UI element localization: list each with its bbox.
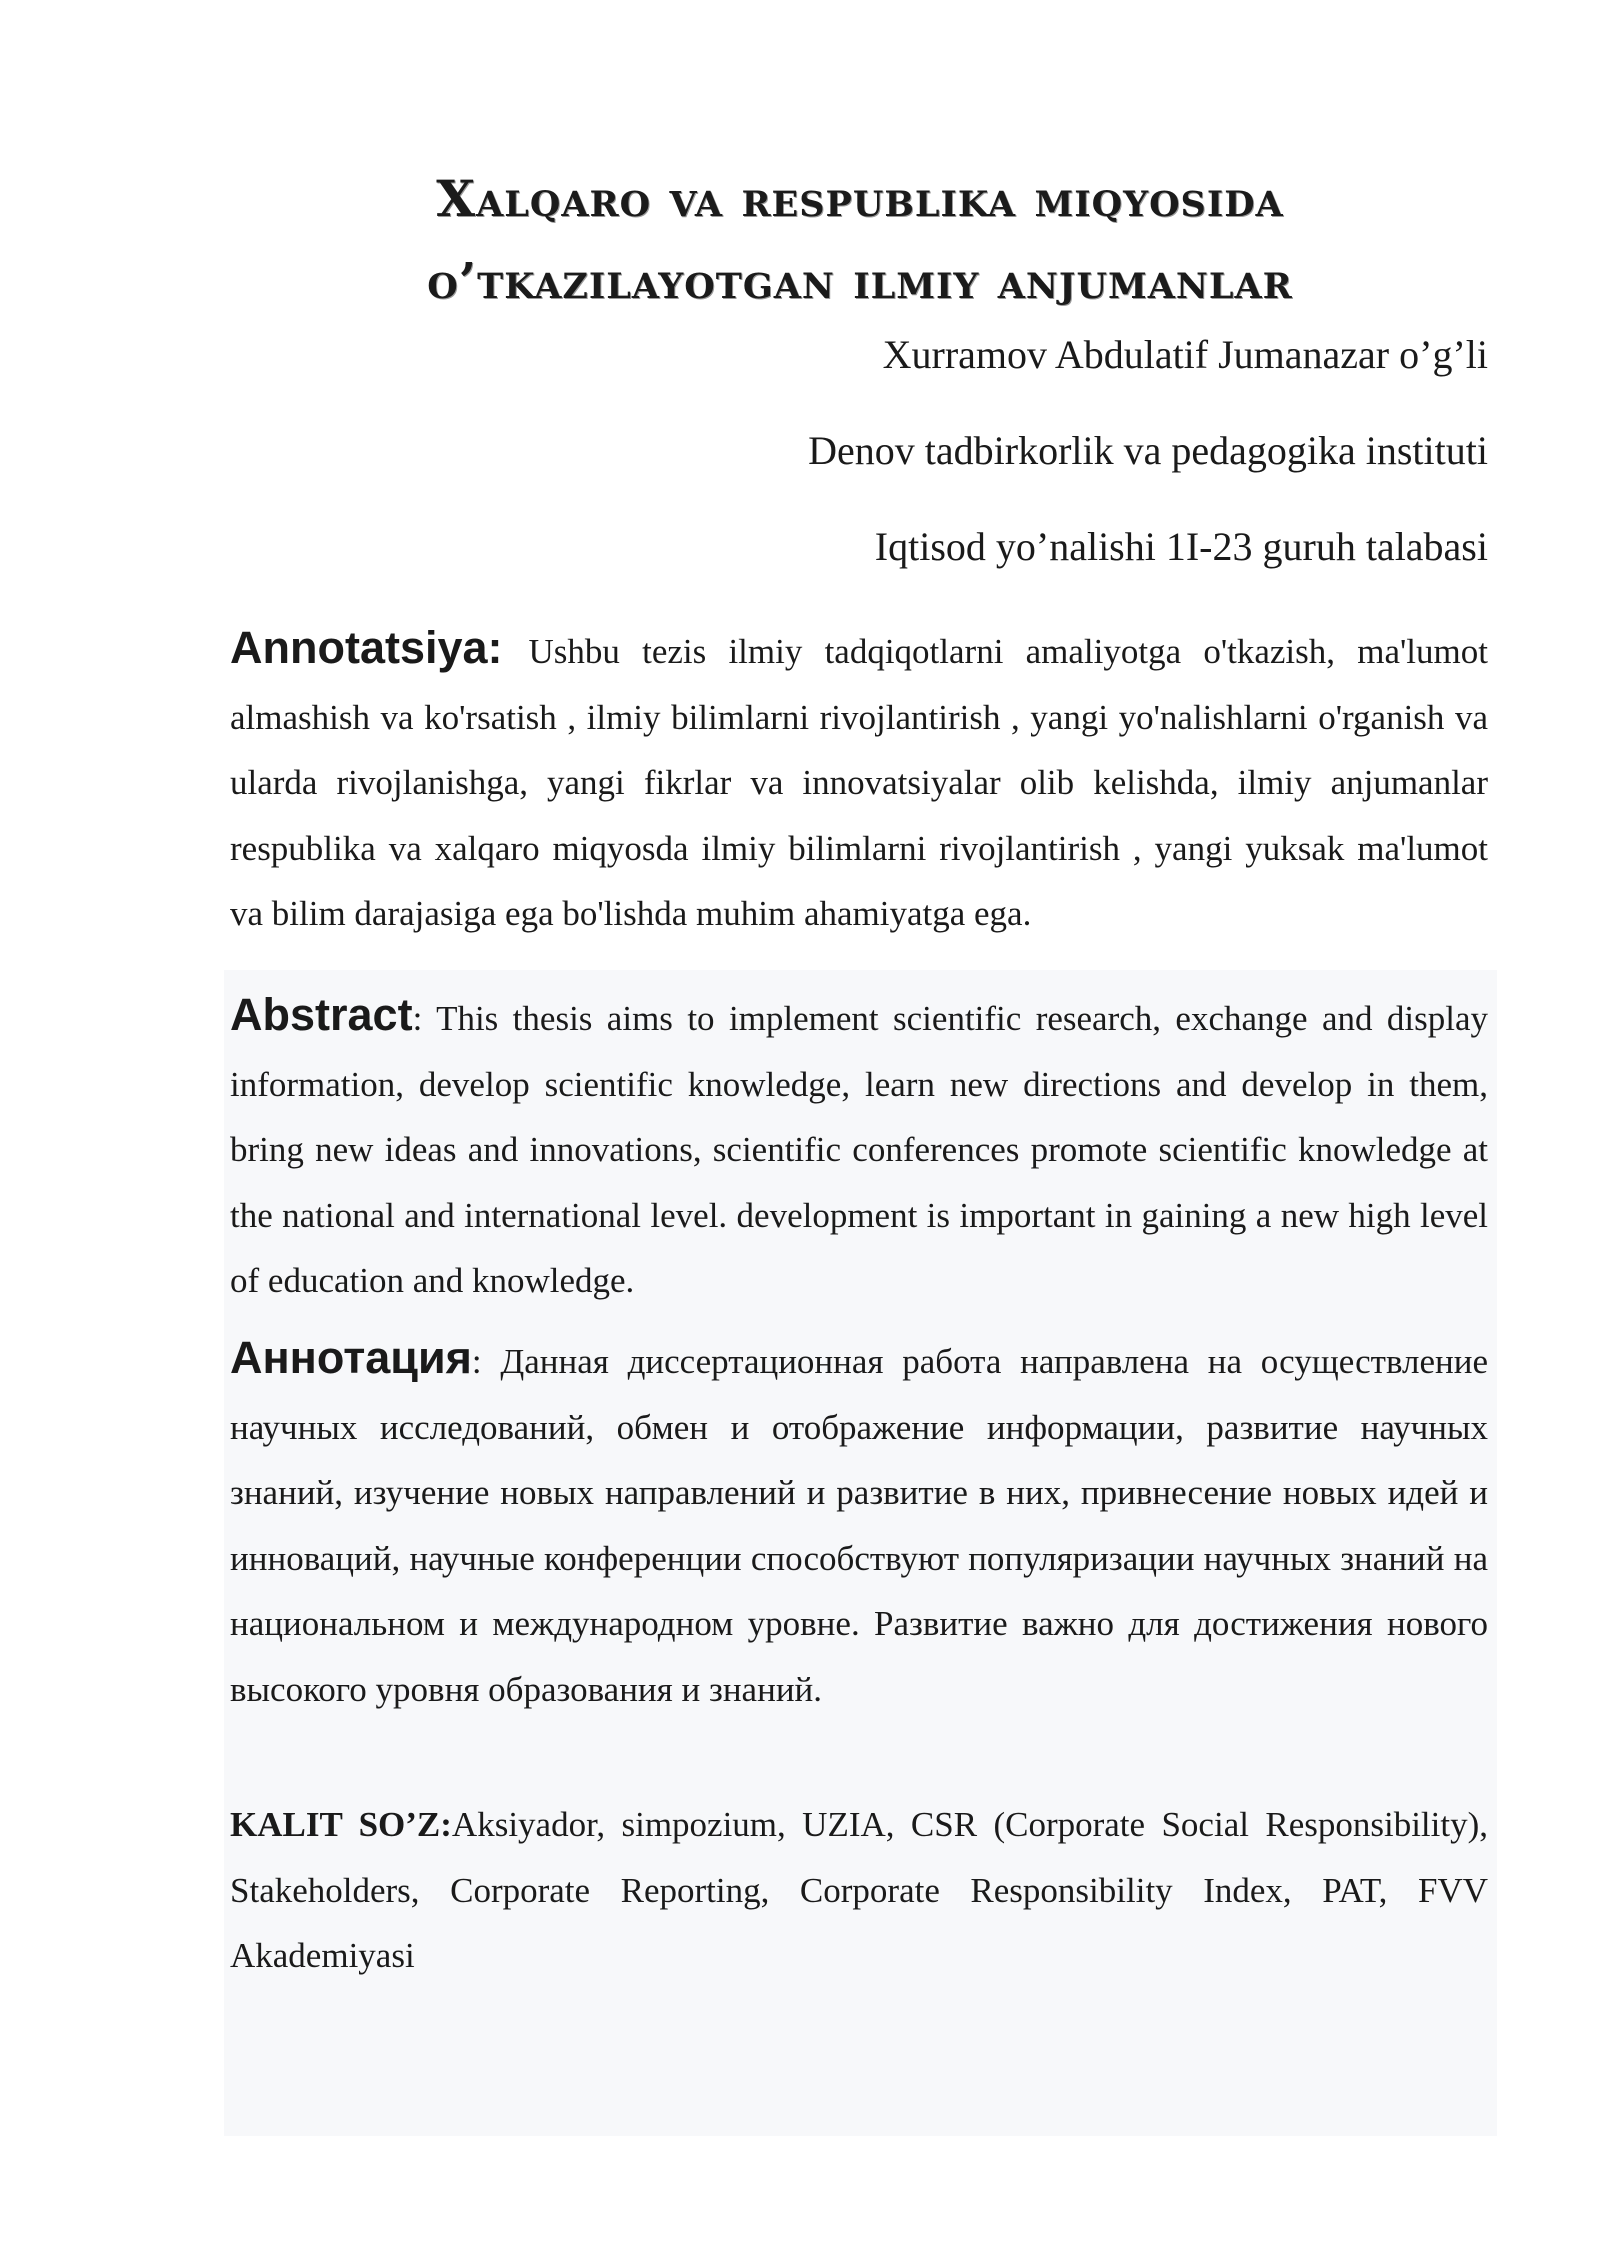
title-line-2: o’tkazilayotgan ilmiy anjumanlar: [427, 251, 1293, 310]
annotation-ru: [230, 1325, 1488, 1722]
annotation-uz-label: Annotatsiya: [230, 622, 488, 673]
title-line-1: Xalqaro va respublika miqyosida: [436, 169, 1284, 228]
abstract-label: Abstract: [230, 989, 413, 1040]
abstract-en: [230, 982, 1488, 1314]
keywords-label: KALIT SO’Z:: [230, 1805, 452, 1844]
author-institution: Denov tadbirkorlik va pedagogika instituti: [808, 428, 1488, 473]
annotation-ru-label: Аннотация: [230, 1332, 472, 1383]
keywords-text: Aksiyador, simpozium, UZIA, CSR (Corporate Social Responsibility), Stakeholders, Corporate Reporting, Corporate Responsibility Index, PAT, FVV Akademiyasi: [230, 1805, 1488, 1975]
keywords: [230, 1792, 1488, 1989]
author-group: Iqtisod yo’nalishi 1I-23 guruh talabasi: [874, 524, 1488, 569]
abstract-separator: :: [412, 999, 437, 1038]
abstract-text: This thesis aims to implement scientific research, exchange and display information, develop scientific knowledge, learn new directions and develop in them, bring new ideas and innovations, scientific conferences promote scientific knowledge at the national and international level. development is important in gaining a new high level of education and knowledge.: [230, 999, 1489, 1300]
annotation-uz: [230, 615, 1488, 947]
author-name: Xurramov Abdulatif Jumanazar o’g’li: [882, 332, 1488, 377]
author-block: [808, 322, 1488, 610]
annotation-ru-separator: :: [471, 1342, 501, 1381]
annotation-uz-separator: :: [487, 622, 529, 673]
annotation-uz-text: Ushbu tezis ilmiy tadqiqotlarni amaliyotga o'tkazish, ma'lumot almashish va ko'rsatish , ilmiy bilimlarni rivojlantirish , yangi yo'nalishlarni o'rganish va ularda rivojlanishga, yangi fikrlar va innovatsiyalar olib kelishda, ilmiy anjumanlar respublika va xalqaro miqyosda ilmiy bilimlarni rivojlantirish , yangi yuksak ma'lumot va bilim darajasiga ega bo'lishda muhim ahamiyatga ega.: [230, 632, 1488, 933]
annotation-ru-text: Данная диссертационная работа направлена на осуществление научных исследований, обмен и отображение информации, развитие научных знаний, изучение новых направлений и развитие в них, привнесение новых идей и инноваций, научные конференции способствуют популяризации научных знаний на национальном и международном уровне. Развитие важно для достижения нового высокого уровня образования и знаний.: [230, 1342, 1489, 1709]
paper-title: [220, 158, 1500, 322]
